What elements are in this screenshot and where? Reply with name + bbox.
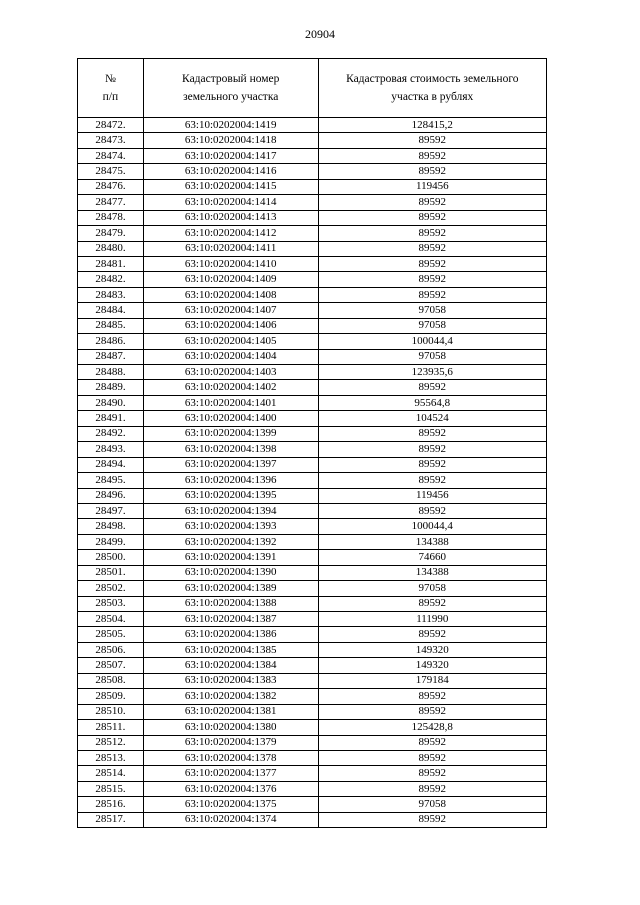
row-number-cell: 28474.	[78, 148, 144, 163]
cadastral-value-cell: 100044,4	[318, 334, 546, 349]
cadastral-value-cell: 149320	[318, 642, 546, 657]
cadastral-value-cell: 89592	[318, 812, 546, 827]
table-row	[78, 318, 547, 333]
table-row	[78, 781, 547, 796]
table-row	[78, 411, 547, 426]
cadastral-number-cell: 63:10:0202004:1388	[143, 596, 318, 611]
cadastral-value-cell: 89592	[318, 164, 546, 179]
cadastral-value-cell: 89592	[318, 457, 546, 472]
cadastral-number-cell: 63:10:0202004:1392	[143, 534, 318, 549]
cadastral-value-cell: 97058	[318, 318, 546, 333]
row-number-cell: 28508.	[78, 673, 144, 688]
cadastral-value-cell: 97058	[318, 797, 546, 812]
cadastral-number-cell: 63:10:0202004:1397	[143, 457, 318, 472]
cadastral-number-cell: 63:10:0202004:1389	[143, 581, 318, 596]
cadastral-value-cell: 97058	[318, 303, 546, 318]
cadastral-value-cell: 89592	[318, 241, 546, 256]
cadastral-value-cell: 95564,8	[318, 395, 546, 410]
cadastral-value-cell: 89592	[318, 226, 546, 241]
row-number-cell: 28498.	[78, 519, 144, 534]
header-line: участка в рублях	[391, 91, 474, 103]
cadastral-number-cell: 63:10:0202004:1416	[143, 164, 318, 179]
table-row	[78, 503, 547, 518]
row-number-cell: 28482.	[78, 272, 144, 287]
cadastral-number-cell: 63:10:0202004:1391	[143, 550, 318, 565]
row-number-cell: 28475.	[78, 164, 144, 179]
cadastral-value-cell: 89592	[318, 210, 546, 225]
table-row	[78, 720, 547, 735]
table-row	[78, 735, 547, 750]
cadastral-value-cell: 97058	[318, 349, 546, 364]
table-row	[78, 642, 547, 657]
row-number-cell: 28494.	[78, 457, 144, 472]
table-row	[78, 210, 547, 225]
cadastral-number-cell: 63:10:0202004:1377	[143, 766, 318, 781]
cadastral-number-cell: 63:10:0202004:1400	[143, 411, 318, 426]
row-number-cell: 28512.	[78, 735, 144, 750]
header-line: №	[104, 73, 116, 85]
cadastral-value-cell: 89592	[318, 426, 546, 441]
cadastral-number-cell: 63:10:0202004:1386	[143, 627, 318, 642]
cadastral-number-cell: 63:10:0202004:1398	[143, 442, 318, 457]
cadastral-value-cell: 89592	[318, 133, 546, 148]
table-row	[78, 272, 547, 287]
cadastral-value-cell: 119456	[318, 179, 546, 194]
table-body	[78, 118, 547, 828]
row-number-cell: 28488.	[78, 365, 144, 380]
cadastral-number-cell: 63:10:0202004:1395	[143, 488, 318, 503]
cadastral-number-cell: 63:10:0202004:1408	[143, 287, 318, 302]
cadastral-value-cell: 89592	[318, 781, 546, 796]
cadastral-number-cell: 63:10:0202004:1387	[143, 612, 318, 627]
cadastral-value-cell: 123935,6	[318, 365, 546, 380]
row-number-cell: 28516.	[78, 797, 144, 812]
table-row	[78, 812, 547, 827]
cadastral-value-cell: 128415,2	[318, 118, 546, 133]
row-number-cell: 28505.	[78, 627, 144, 642]
table-row	[78, 256, 547, 271]
cadastral-number-cell: 63:10:0202004:1399	[143, 426, 318, 441]
cadastral-value-cell: 104524	[318, 411, 546, 426]
cadastral-number-cell: 63:10:0202004:1413	[143, 210, 318, 225]
row-number-cell: 28502.	[78, 581, 144, 596]
row-number-cell: 28500.	[78, 550, 144, 565]
cadastral-number-cell: 63:10:0202004:1417	[143, 148, 318, 163]
page-number: 20904	[305, 27, 335, 41]
cadastral-value-cell: 179184	[318, 673, 546, 688]
row-number-cell: 28504.	[78, 612, 144, 627]
table-row	[78, 179, 547, 194]
row-number-cell: 28472.	[78, 118, 144, 133]
table-row	[78, 133, 547, 148]
cadastral-value-cell: 89592	[318, 750, 546, 765]
table-row	[78, 118, 547, 133]
row-number-cell: 28479.	[78, 226, 144, 241]
cadastral-number-cell: 63:10:0202004:1402	[143, 380, 318, 395]
row-number-cell: 28486.	[78, 334, 144, 349]
cadastral-number-cell: 63:10:0202004:1415	[143, 179, 318, 194]
row-number-cell: 28506.	[78, 642, 144, 657]
table-row	[78, 596, 547, 611]
table-row	[78, 550, 547, 565]
cadastral-value-cell: 119456	[318, 488, 546, 503]
row-number-cell: 28481.	[78, 256, 144, 271]
header-line: Кадастровая стоимость земельного	[346, 73, 519, 85]
cadastral-number-cell: 63:10:0202004:1410	[143, 256, 318, 271]
row-number-cell: 28489.	[78, 380, 144, 395]
row-number-cell: 28501.	[78, 565, 144, 580]
cadastral-value-cell: 111990	[318, 612, 546, 627]
row-number-cell: 28487.	[78, 349, 144, 364]
table-row	[78, 565, 547, 580]
table-row	[78, 287, 547, 302]
row-number-cell: 28497.	[78, 503, 144, 518]
table-row	[78, 241, 547, 256]
row-number-cell: 28485.	[78, 318, 144, 333]
header-line: п/п	[102, 91, 119, 103]
table-row	[78, 488, 547, 503]
table-row	[78, 395, 547, 410]
cadastral-value-cell: 100044,4	[318, 519, 546, 534]
cadastral-value-cell: 89592	[318, 195, 546, 210]
table-row	[78, 750, 547, 765]
table-row	[78, 349, 547, 364]
header-line: земельного участка	[183, 91, 279, 103]
row-number-cell: 28515.	[78, 781, 144, 796]
cadastral-number-cell: 63:10:0202004:1384	[143, 658, 318, 673]
cadastral-number-cell: 63:10:0202004:1380	[143, 720, 318, 735]
cadastral-value-cell: 89592	[318, 766, 546, 781]
cadastral-number-cell: 63:10:0202004:1382	[143, 689, 318, 704]
row-number-cell: 28490.	[78, 395, 144, 410]
table-row	[78, 689, 547, 704]
row-number-cell: 28499.	[78, 534, 144, 549]
cadastral-number-cell: 63:10:0202004:1404	[143, 349, 318, 364]
cadastral-value-cell: 89592	[318, 287, 546, 302]
cadastral-value-cell: 89592	[318, 256, 546, 271]
table-row	[78, 534, 547, 549]
cadastral-number-cell: 63:10:0202004:1419	[143, 118, 318, 133]
cadastral-value-cell: 89592	[318, 627, 546, 642]
row-number-cell: 28491.	[78, 411, 144, 426]
cadastral-value-cell: 89592	[318, 689, 546, 704]
table-row	[78, 797, 547, 812]
header-cadastral-number	[143, 59, 318, 118]
table-row	[78, 380, 547, 395]
row-number-cell: 28507.	[78, 658, 144, 673]
table-row	[78, 334, 547, 349]
cadastral-number-cell: 63:10:0202004:1414	[143, 195, 318, 210]
row-number-cell: 28476.	[78, 179, 144, 194]
cadastral-number-cell: 63:10:0202004:1401	[143, 395, 318, 410]
table-row	[78, 426, 547, 441]
cadastral-number-cell: 63:10:0202004:1383	[143, 673, 318, 688]
table-row	[78, 195, 547, 210]
row-number-cell: 28513.	[78, 750, 144, 765]
cadastral-number-cell: 63:10:0202004:1375	[143, 797, 318, 812]
cadastral-number-cell: 63:10:0202004:1396	[143, 473, 318, 488]
row-number-cell: 28493.	[78, 442, 144, 457]
cadastral-value-cell: 89592	[318, 272, 546, 287]
cadastral-number-cell: 63:10:0202004:1379	[143, 735, 318, 750]
cadastral-number-cell: 63:10:0202004:1418	[143, 133, 318, 148]
cadastral-value-cell: 125428,8	[318, 720, 546, 735]
cadastral-value-cell: 89592	[318, 735, 546, 750]
row-number-cell: 28510.	[78, 704, 144, 719]
row-number-cell: 28509.	[78, 689, 144, 704]
cadastral-number-cell: 63:10:0202004:1381	[143, 704, 318, 719]
table-row	[78, 226, 547, 241]
cadastral-value-cell: 134388	[318, 565, 546, 580]
cadastral-number-cell: 63:10:0202004:1409	[143, 272, 318, 287]
table-row	[78, 148, 547, 163]
row-number-cell: 28483.	[78, 287, 144, 302]
row-number-cell: 28517.	[78, 812, 144, 827]
cadastral-value-cell: 89592	[318, 148, 546, 163]
table-header-row	[78, 59, 547, 118]
row-number-cell: 28503.	[78, 596, 144, 611]
table-row	[78, 164, 547, 179]
row-number-cell: 28480.	[78, 241, 144, 256]
cadastral-value-cell: 89592	[318, 473, 546, 488]
row-number-cell: 28495.	[78, 473, 144, 488]
table-row	[78, 658, 547, 673]
cadastral-value-table	[77, 58, 547, 828]
table-row	[78, 519, 547, 534]
cadastral-number-cell: 63:10:0202004:1393	[143, 519, 318, 534]
cadastral-number-cell: 63:10:0202004:1385	[143, 642, 318, 657]
cadastral-value-cell: 89592	[318, 596, 546, 611]
cadastral-value-cell: 89592	[318, 704, 546, 719]
table-row	[78, 704, 547, 719]
row-number-cell: 28514.	[78, 766, 144, 781]
table-row	[78, 581, 547, 596]
header-cadastral-value	[318, 59, 546, 118]
cadastral-number-cell: 63:10:0202004:1390	[143, 565, 318, 580]
row-number-cell: 28484.	[78, 303, 144, 318]
table-row	[78, 365, 547, 380]
table-row	[78, 303, 547, 318]
cadastral-number-cell: 63:10:0202004:1407	[143, 303, 318, 318]
cadastral-value-cell: 89592	[318, 380, 546, 395]
cadastral-number-cell: 63:10:0202004:1378	[143, 750, 318, 765]
cadastral-number-cell: 63:10:0202004:1403	[143, 365, 318, 380]
row-number-cell: 28492.	[78, 426, 144, 441]
cadastral-number-cell: 63:10:0202004:1406	[143, 318, 318, 333]
cadastral-number-cell: 63:10:0202004:1376	[143, 781, 318, 796]
table-row	[78, 766, 547, 781]
header-line: Кадастровый номер	[182, 73, 280, 85]
cadastral-value-cell: 89592	[318, 442, 546, 457]
row-number-cell: 28496.	[78, 488, 144, 503]
cadastral-value-cell: 97058	[318, 581, 546, 596]
row-number-cell: 28477.	[78, 195, 144, 210]
row-number-cell: 28473.	[78, 133, 144, 148]
cadastral-number-cell: 63:10:0202004:1411	[143, 241, 318, 256]
table-row	[78, 627, 547, 642]
cadastral-value-cell: 134388	[318, 534, 546, 549]
cadastral-number-cell: 63:10:0202004:1374	[143, 812, 318, 827]
header-row-number	[78, 59, 144, 118]
table-row	[78, 442, 547, 457]
table-row	[78, 612, 547, 627]
cadastral-value-cell: 89592	[318, 503, 546, 518]
cadastral-value-cell: 74660	[318, 550, 546, 565]
table-row	[78, 673, 547, 688]
row-number-cell: 28478.	[78, 210, 144, 225]
row-number-cell: 28511.	[78, 720, 144, 735]
cadastral-value-cell: 149320	[318, 658, 546, 673]
cadastral-number-cell: 63:10:0202004:1394	[143, 503, 318, 518]
cadastral-number-cell: 63:10:0202004:1412	[143, 226, 318, 241]
cadastral-number-cell: 63:10:0202004:1405	[143, 334, 318, 349]
table-row	[78, 473, 547, 488]
table-row	[78, 457, 547, 472]
